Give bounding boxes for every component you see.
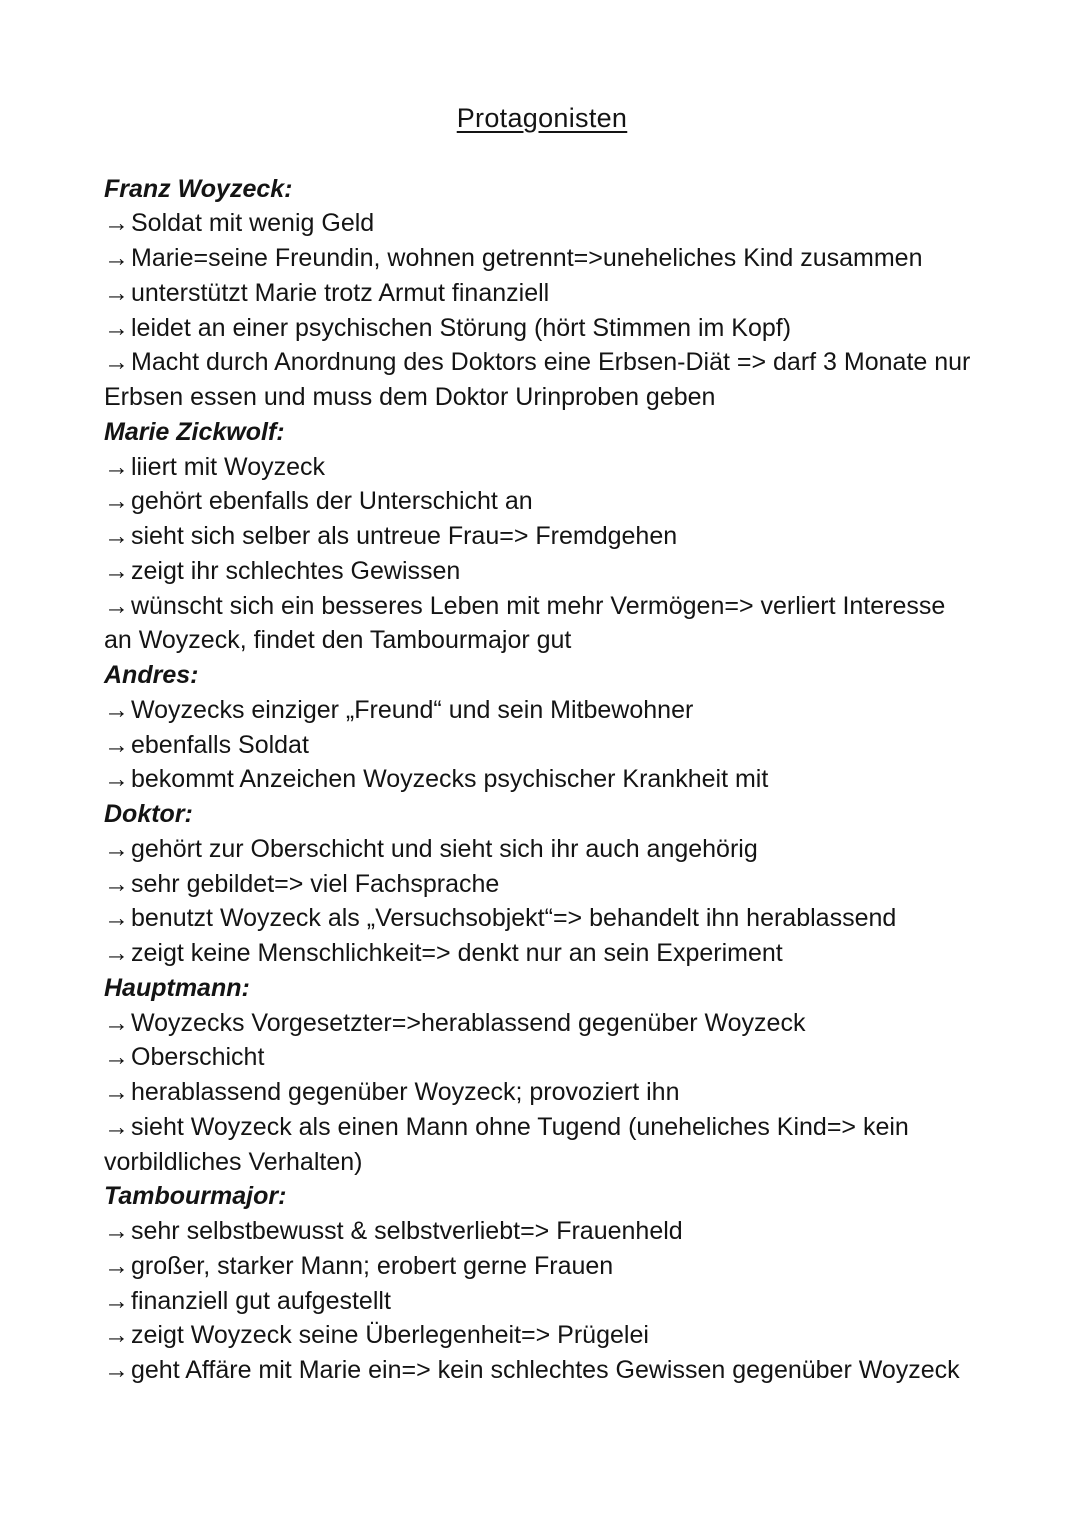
arrow-bullet-icon: → xyxy=(104,904,129,933)
bullet-text: Soldat mit wenig Geld xyxy=(131,209,375,238)
bullet-text: bekommt Anzeichen Woyzecks psychischer Krankheit mit xyxy=(131,765,769,794)
arrow-bullet-icon: → xyxy=(104,730,129,759)
bullet-item xyxy=(104,554,980,589)
bullet-item xyxy=(104,589,980,659)
bullet-item xyxy=(104,1075,980,1110)
bullet-item xyxy=(104,936,980,971)
page-title: Protagonisten xyxy=(456,103,628,133)
bullet-item xyxy=(104,832,980,867)
arrow-bullet-icon: → xyxy=(104,244,129,273)
bullet-item xyxy=(104,276,980,311)
document-content xyxy=(104,172,980,1388)
arrow-bullet-icon: → xyxy=(104,209,129,238)
bullet-item xyxy=(104,241,980,276)
section-heading: Andres: xyxy=(104,661,199,690)
bullet-text: sehr selbstbewusst & selbstverliebt=> Frauenheld xyxy=(131,1217,683,1246)
arrow-bullet-icon: → xyxy=(104,1008,129,1037)
arrow-bullet-icon: → xyxy=(104,939,129,968)
arrow-bullet-icon: → xyxy=(104,348,129,377)
bullet-item xyxy=(104,867,980,902)
bullet-item xyxy=(104,1318,980,1353)
arrow-bullet-icon: → xyxy=(104,869,129,898)
bullet-item xyxy=(104,1006,980,1041)
bullet-text: herablassend gegenüber Woyzeck; provoziert ihn xyxy=(131,1078,680,1107)
section-heading: Marie Zickwolf: xyxy=(104,417,285,446)
bullet-text: sieht sich selber als untreue Frau=> Fremdgehen xyxy=(131,522,678,551)
section-heading: Franz Woyzeck: xyxy=(104,174,293,203)
section-heading: Hauptmann: xyxy=(104,973,250,1002)
bullet-item xyxy=(104,345,980,415)
arrow-bullet-icon: → xyxy=(104,278,129,307)
bullet-text: zeigt ihr schlechtes Gewissen xyxy=(131,556,461,585)
bullet-text: geht Affäre mit Marie ein=> kein schlechtes Gewissen gegenüber Woyzeck xyxy=(131,1356,960,1385)
arrow-bullet-icon: → xyxy=(104,1217,129,1246)
bullet-text: zeigt Woyzeck seine Überlegenheit=> Prügelei xyxy=(131,1321,649,1350)
bullet-text: Macht durch Anordnung des Doktors eine Erbsen-Diät => darf 3 Monate nur Erbsen essen und muss dem Doktor Urinproben geben xyxy=(104,348,971,412)
arrow-bullet-icon: → xyxy=(104,695,129,724)
bullet-text: unterstützt Marie trotz Armut finanziell xyxy=(131,278,550,307)
section-heading: Doktor: xyxy=(104,800,193,829)
bullet-text: Woyzecks einziger „Freund“ und sein Mitbewohner xyxy=(131,695,694,724)
bullet-item xyxy=(104,1353,980,1388)
arrow-bullet-icon: → xyxy=(104,591,129,620)
bullet-item xyxy=(104,519,980,554)
arrow-bullet-icon: → xyxy=(104,556,129,585)
bullet-text: großer, starker Mann; erobert gerne Frauen xyxy=(131,1251,614,1280)
arrow-bullet-icon: → xyxy=(104,1112,129,1141)
bullet-item xyxy=(104,728,980,763)
bullet-item xyxy=(104,762,980,797)
arrow-bullet-icon: → xyxy=(104,1078,129,1107)
bullet-text: Marie=seine Freundin, wohnen getrennt=>uneheliches Kind zusammen xyxy=(131,244,923,273)
bullet-item xyxy=(104,311,980,346)
bullet-text: leidet an einer psychischen Störung (hört Stimmen im Kopf) xyxy=(131,313,792,342)
bullet-text: finanziell gut aufgestellt xyxy=(131,1286,391,1315)
arrow-bullet-icon: → xyxy=(104,1286,129,1315)
bullet-item xyxy=(104,1040,980,1075)
bullet-text: Woyzecks Vorgesetzter=>herablassend gegenüber Woyzeck xyxy=(131,1008,806,1037)
bullet-item xyxy=(104,1284,980,1319)
bullet-item xyxy=(104,484,980,519)
arrow-bullet-icon: → xyxy=(104,834,129,863)
arrow-bullet-icon: → xyxy=(104,1251,129,1280)
bullet-text: ebenfalls Soldat xyxy=(131,730,309,759)
arrow-bullet-icon: → xyxy=(104,452,129,481)
bullet-item xyxy=(104,1214,980,1249)
bullet-text: Oberschicht xyxy=(131,1043,265,1072)
arrow-bullet-icon: → xyxy=(104,1356,129,1385)
bullet-text: sieht Woyzeck als einen Mann ohne Tugend (uneheliches Kind=> kein vorbildliches Verhalten) xyxy=(104,1112,909,1176)
bullet-item xyxy=(104,450,980,485)
bullet-text: benutzt Woyzeck als „Versuchsobjekt“=> behandelt ihn herablassend xyxy=(131,904,897,933)
bullet-text: gehört ebenfalls der Unterschicht an xyxy=(131,487,533,516)
bullet-text: wünscht sich ein besseres Leben mit mehr Vermögen=> verliert Interesse an Woyzeck, findet den Tambourmajor gut xyxy=(104,591,946,655)
arrow-bullet-icon: → xyxy=(104,765,129,794)
bullet-item xyxy=(104,1110,980,1180)
arrow-bullet-icon: → xyxy=(104,487,129,516)
section-heading: Tambourmajor: xyxy=(104,1182,287,1211)
arrow-bullet-icon: → xyxy=(104,1043,129,1072)
arrow-bullet-icon: → xyxy=(104,1321,129,1350)
bullet-text: gehört zur Oberschicht und sieht sich ihr auch angehörig xyxy=(131,834,758,863)
bullet-item xyxy=(104,1249,980,1284)
arrow-bullet-icon: → xyxy=(104,522,129,551)
bullet-text: zeigt keine Menschlichkeit=> denkt nur an sein Experiment xyxy=(131,939,783,968)
bullet-text: sehr gebildet=> viel Fachsprache xyxy=(131,869,500,898)
bullet-item xyxy=(104,206,980,241)
bullet-item xyxy=(104,693,980,728)
bullet-text: liiert mit Woyzeck xyxy=(131,452,326,481)
bullet-item xyxy=(104,901,980,936)
arrow-bullet-icon: → xyxy=(104,313,129,342)
